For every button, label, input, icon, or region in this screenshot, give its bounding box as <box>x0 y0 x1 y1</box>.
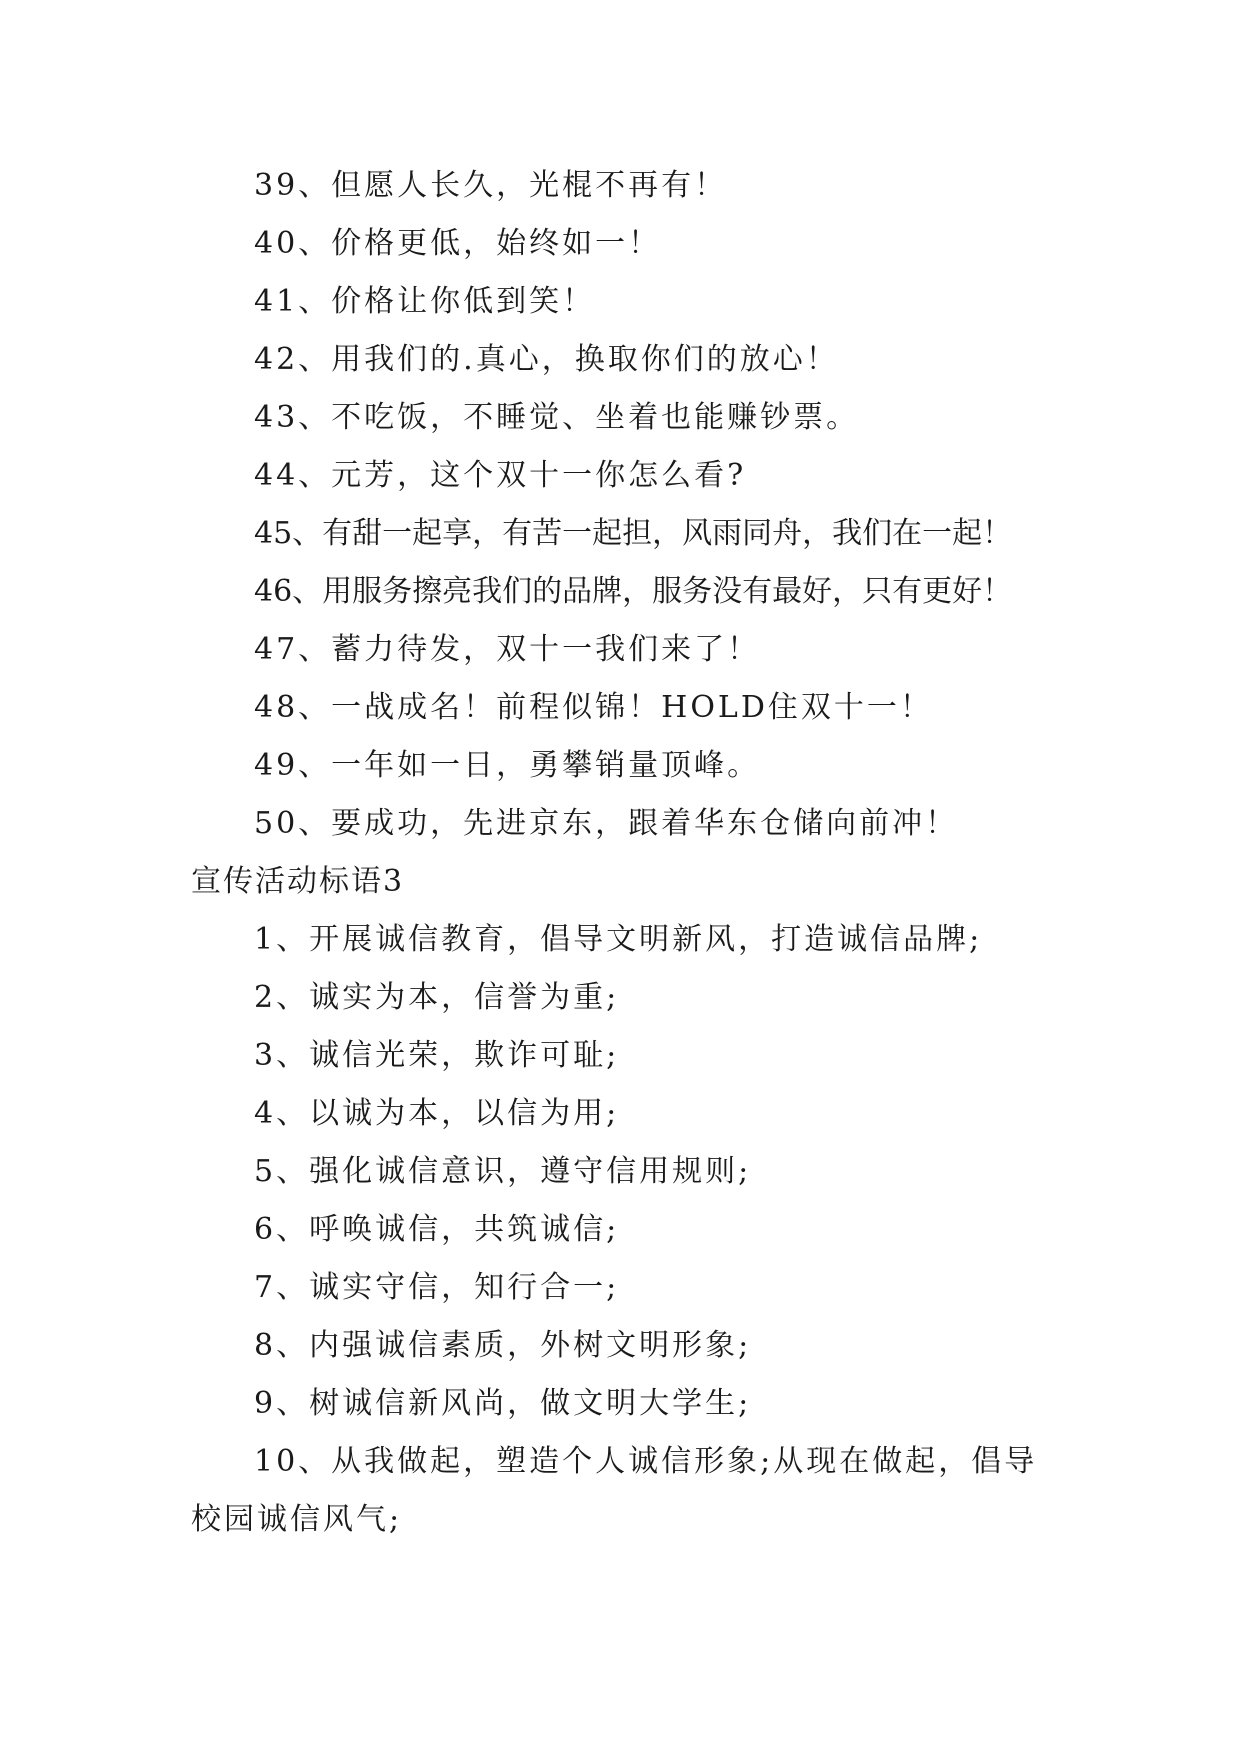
list-item: 43、不吃饭，不睡觉、坐着也能赚钞票。 <box>254 400 860 435</box>
list-item-wrapped-second-line: 校园诚信风气; <box>191 1502 403 1537</box>
list-item: 8、内强诚信素质，外树文明形象; <box>254 1328 752 1363</box>
list-item: 2、诚实为本，信誉为重; <box>254 980 620 1015</box>
list-item: 45、有甜一起享，有苦一起担，风雨同舟，我们在一起！ <box>254 516 1013 551</box>
list-item: 6、呼唤诚信，共筑诚信; <box>254 1212 620 1247</box>
list-item: 4、以诚为本，以信为用; <box>254 1096 620 1131</box>
list-item: 7、诚实守信，知行合一; <box>254 1270 620 1305</box>
list-item: 5、强化诚信意识，遵守信用规则; <box>254 1154 752 1189</box>
section-heading: 宣传活动标语3 <box>191 864 405 899</box>
list-item: 1、开展诚信教育，倡导文明新风，打造诚信品牌; <box>254 922 983 957</box>
list-item: 48、一战成名！前程似锦！HOLD住双十一！ <box>254 690 933 725</box>
list-item: 44、元芳，这个双十一你怎么看? <box>254 458 747 493</box>
list-item: 49、一年如一日，勇攀销量顶峰。 <box>254 748 761 783</box>
list-item: 40、价格更低，始终如一！ <box>254 226 662 261</box>
list-item: 47、蓄力待发，双十一我们来了！ <box>254 632 761 667</box>
list-item: 9、树诚信新风尚，做文明大学生; <box>254 1386 752 1421</box>
list-item: 41、价格让你低到笑！ <box>254 284 596 319</box>
list-item-wrapped-first-line: 10、从我做起，塑造个人诚信形象;从现在做起，倡导 <box>254 1444 1038 1479</box>
list-item: 46、用服务擦亮我们的品牌，服务没有最好，只有更好！ <box>254 574 1013 609</box>
document-body <box>191 157 1061 1549</box>
list-item: 39、但愿人长久，光棍不再有！ <box>254 168 728 203</box>
list-item: 42、用我们的.真心，换取你们的放心！ <box>254 342 839 377</box>
list-item: 3、诚信光荣，欺诈可耻; <box>254 1038 620 1073</box>
list-item: 50、要成功，先进京东，跟着华东仓储向前冲！ <box>254 806 959 841</box>
